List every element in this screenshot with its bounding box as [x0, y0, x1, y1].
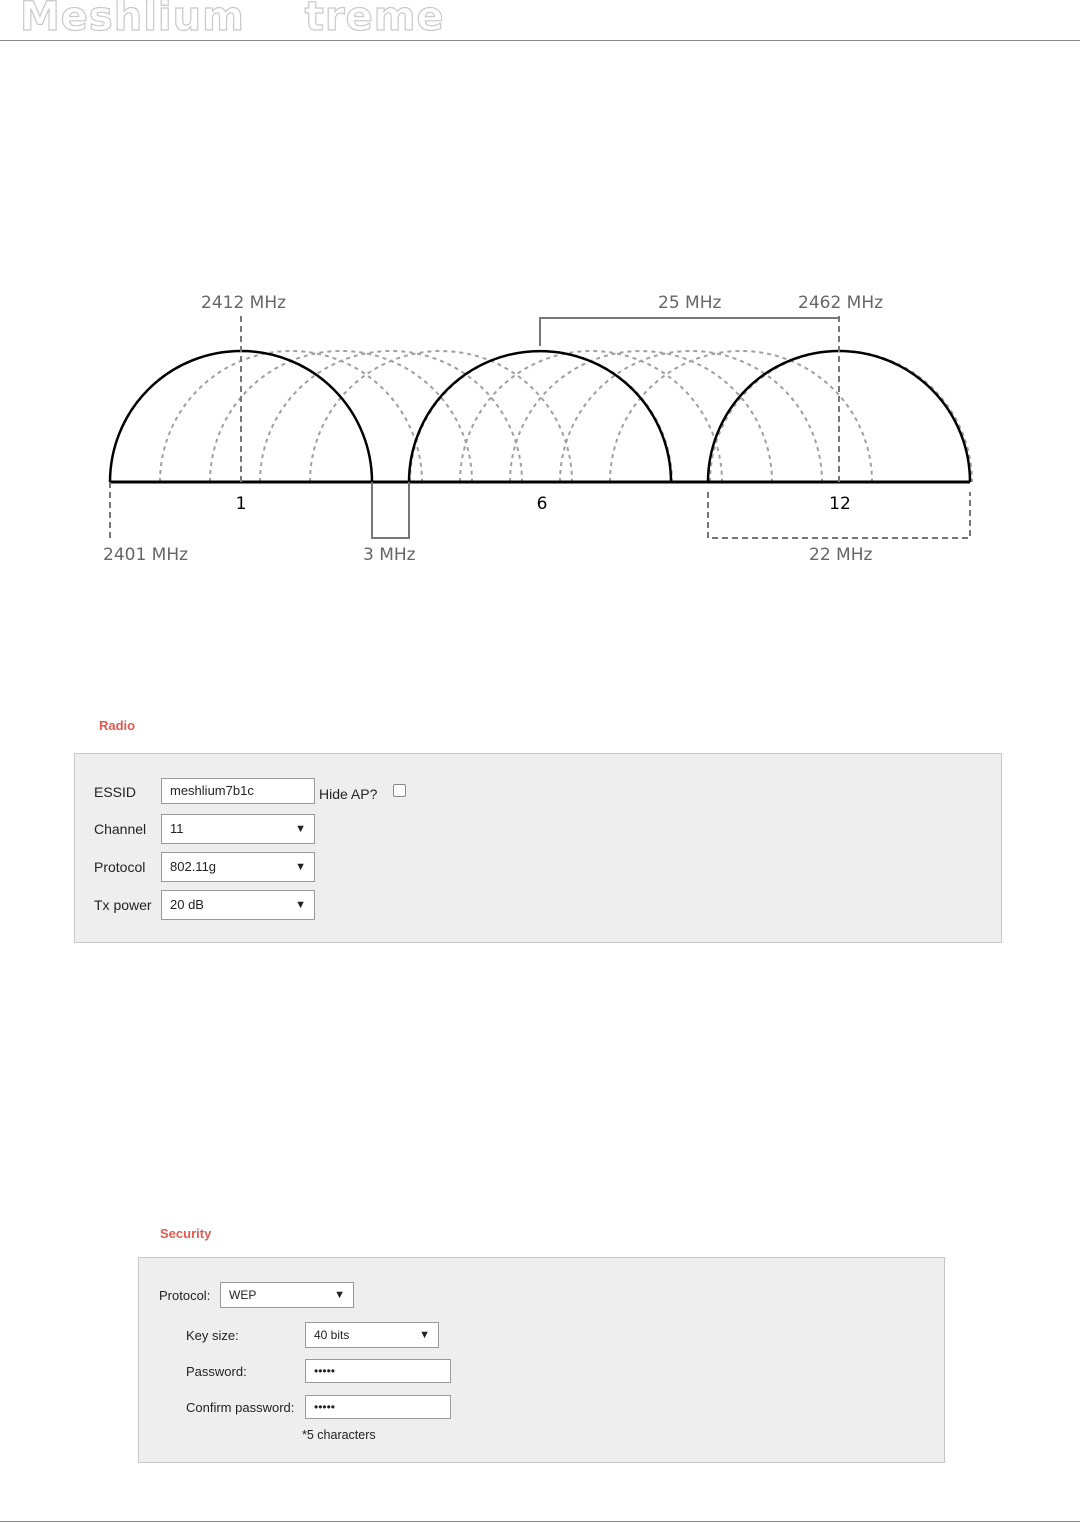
overlap-arc-channel-3	[210, 351, 472, 482]
channel-label: Channel	[94, 821, 147, 837]
security-protocol-select[interactable]	[220, 1282, 354, 1308]
security-panel	[138, 1257, 945, 1463]
key-size-select[interactable]	[305, 1322, 439, 1348]
bracket-25mhz	[540, 318, 839, 346]
overlap-arc-channel-11	[610, 351, 872, 482]
bracket-3mhz	[372, 482, 409, 538]
channel-6-arc	[409, 351, 671, 482]
overlap-arc-channel-9	[510, 351, 772, 482]
hide-ap-checkbox[interactable]	[393, 784, 406, 797]
channel-select[interactable]	[161, 814, 315, 844]
chevron-down-icon: ▼	[334, 1289, 345, 1301]
overlap-arc-channel-13	[710, 351, 972, 482]
password-length-note: *5 characters	[302, 1428, 376, 1442]
hide-ap-label: Hide AP?	[319, 786, 378, 802]
txpower-select-value: 20 dB	[170, 897, 204, 912]
key-size-label: Key size:	[186, 1328, 239, 1343]
protocol-select[interactable]	[161, 852, 315, 882]
overlapping-channel-arcs	[160, 351, 972, 482]
overlap-arc-channel-8	[460, 351, 722, 482]
overlap-arc-channel-5	[310, 351, 572, 482]
label-25-mhz: 25 MHz	[658, 293, 722, 313]
txpower-label: Tx power	[94, 897, 152, 913]
essid-input[interactable]: meshlium7b1c	[161, 778, 315, 804]
security-protocol-label: Protocol:	[159, 1288, 211, 1303]
security-protocol-value: WEP	[229, 1288, 257, 1302]
label-2462-mhz: 2462 MHz	[798, 293, 884, 313]
label-22-mhz: 22 MHz	[809, 545, 873, 565]
key-size-value: 40 bits	[314, 1328, 350, 1342]
protocol-label: Protocol	[94, 859, 146, 875]
header-title-part1: Meshlium	[20, 0, 245, 40]
radio-panel	[74, 753, 1002, 943]
channel-overlap-diagram	[90, 280, 990, 580]
txpower-select[interactable]	[161, 890, 315, 920]
confirm-password-label: Confirm password:	[186, 1400, 295, 1415]
password-label: Password:	[186, 1364, 247, 1379]
channel-12-label: 12	[829, 494, 851, 514]
footer-divider	[0, 1521, 1080, 1522]
label-2401-mhz: 2401 MHz	[103, 545, 189, 565]
overlap-arc-channel-4	[260, 351, 522, 482]
chevron-down-icon: ▼	[295, 823, 306, 835]
header-title-part2: treme	[304, 0, 445, 40]
overlap-arc-channel-10	[560, 351, 822, 482]
chevron-down-icon: ▼	[295, 899, 306, 911]
label-2412-mhz: 2412 MHz	[201, 293, 287, 313]
channel-6-label: 6	[536, 494, 548, 514]
password-input[interactable]: •••••	[305, 1359, 451, 1383]
header-divider	[0, 40, 1080, 41]
protocol-select-value: 802.11g	[170, 859, 217, 874]
channel-1-label: 1	[235, 494, 247, 514]
document-header-title	[20, 0, 445, 40]
chevron-down-icon: ▼	[295, 861, 306, 873]
essid-label: ESSID	[94, 784, 137, 800]
channel-select-value: 11	[170, 821, 184, 836]
confirm-password-input[interactable]: •••••	[305, 1395, 451, 1419]
primary-channel-arcs	[110, 351, 970, 482]
overlap-arc-channel-2	[160, 351, 422, 482]
label-3-mhz: 3 MHz	[363, 545, 416, 565]
chevron-down-icon: ▼	[419, 1329, 430, 1341]
overlap-arc-channel-7	[410, 351, 672, 482]
security-section-title: Security	[160, 1226, 212, 1241]
radio-section-title: Radio	[99, 718, 136, 733]
